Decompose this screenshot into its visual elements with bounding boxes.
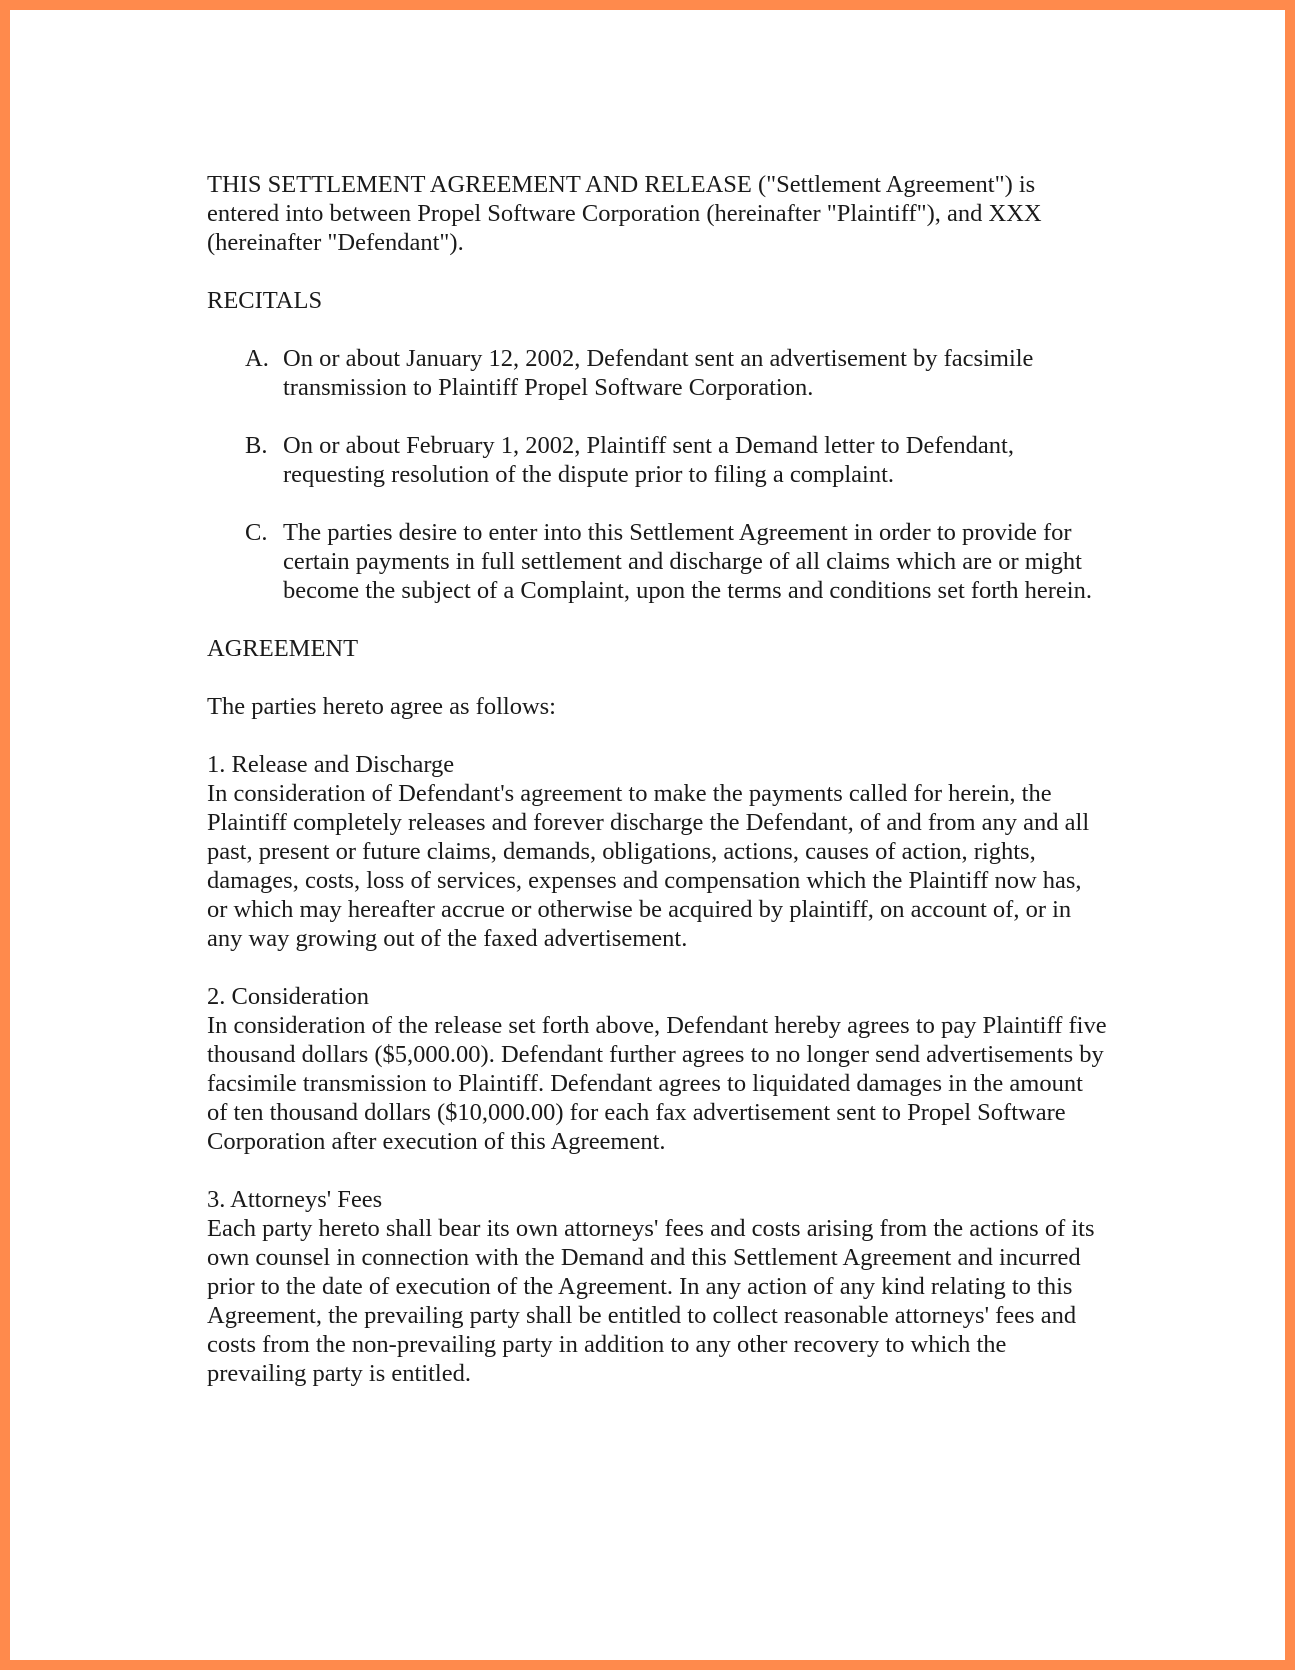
agreement-intro: The parties hereto agree as follows: <box>207 693 556 720</box>
recital-letter: B. <box>245 432 268 459</box>
section-consideration <box>207 982 1107 1156</box>
recital-letter: C. <box>245 519 268 546</box>
section-release <box>207 750 1107 953</box>
recital-text: The parties desire to enter into this Settlement Agreement in order to provide for certain payments in full settlement and discharge of all claims which are or might become the subject of a Complaint, upon the terms and conditions set forth herein. <box>283 519 1092 604</box>
section-title: 3. Attorneys' Fees <box>207 1186 383 1213</box>
document-body <box>207 170 1107 1417</box>
intro-paragraph: THIS SETTLEMENT AGREEMENT AND RELEASE ("Settlement Agreement") is entered into between Propel Software Corporation (hereinafter "Plaintiff"), and XXX (hereinafter "Defendant"). <box>207 171 1042 256</box>
recital-item-c <box>207 518 1107 605</box>
recital-item-a <box>207 344 1107 402</box>
section-title: 1. Release and Discharge <box>207 751 455 778</box>
section-title: 2. Consideration <box>207 983 369 1010</box>
section-attorneys-fees <box>207 1185 1107 1388</box>
section-body: In consideration of Defendant's agreement to make the payments called for herein, the Plaintiff completely releases and forever discharge the Defendant, of and from any and all past, present or future claims, demands, obligations, actions, causes of action, rights, damages, costs, loss of services, expenses and compensation which the Plaintiff now has, or which may hereafter accrue or otherwise be acquired by plaintiff, on account of, or in any way growing out of the faxed advertisement. <box>207 780 1090 952</box>
recitals-list <box>207 344 1107 605</box>
recital-text: On or about February 1, 2002, Plaintiff sent a Demand letter to Defendant, requesting resolution of the dispute prior to filing a complaint. <box>283 432 1014 488</box>
section-body: Each party hereto shall bear its own attorneys' fees and costs arising from the actions of its own counsel in connection with the Demand and this Settlement Agreement and incurred prior to the date of execution of the Agreement. In any action of any kind relating to this Agreement, the prevailing party shall be entitled to collect reasonable attorneys' fees and costs from the non-prevailing party in addition to any other recovery to which the prevailing party is entitled. <box>207 1215 1095 1387</box>
recital-letter: A. <box>245 345 269 372</box>
agreement-heading: AGREEMENT <box>207 635 359 662</box>
section-body: In consideration of the release set forth above, Defendant hereby agrees to pay Plaintiff five thousand dollars ($5,000.00). Defendant further agrees to no longer send advertisements by facsimile transmission to Plaintiff. Defendant agrees to liquidated damages in the amount of ten thousand dollars ($10,000.00) for each fax advertisement sent to Propel Software Corporation after execution of this Agreement. <box>207 1012 1107 1155</box>
recital-text: On or about January 12, 2002, Defendant sent an advertisement by facsimile transmission to Plaintiff Propel Software Corporation. <box>283 345 1034 401</box>
recital-item-b <box>207 431 1107 489</box>
recitals-heading: RECITALS <box>207 287 323 314</box>
